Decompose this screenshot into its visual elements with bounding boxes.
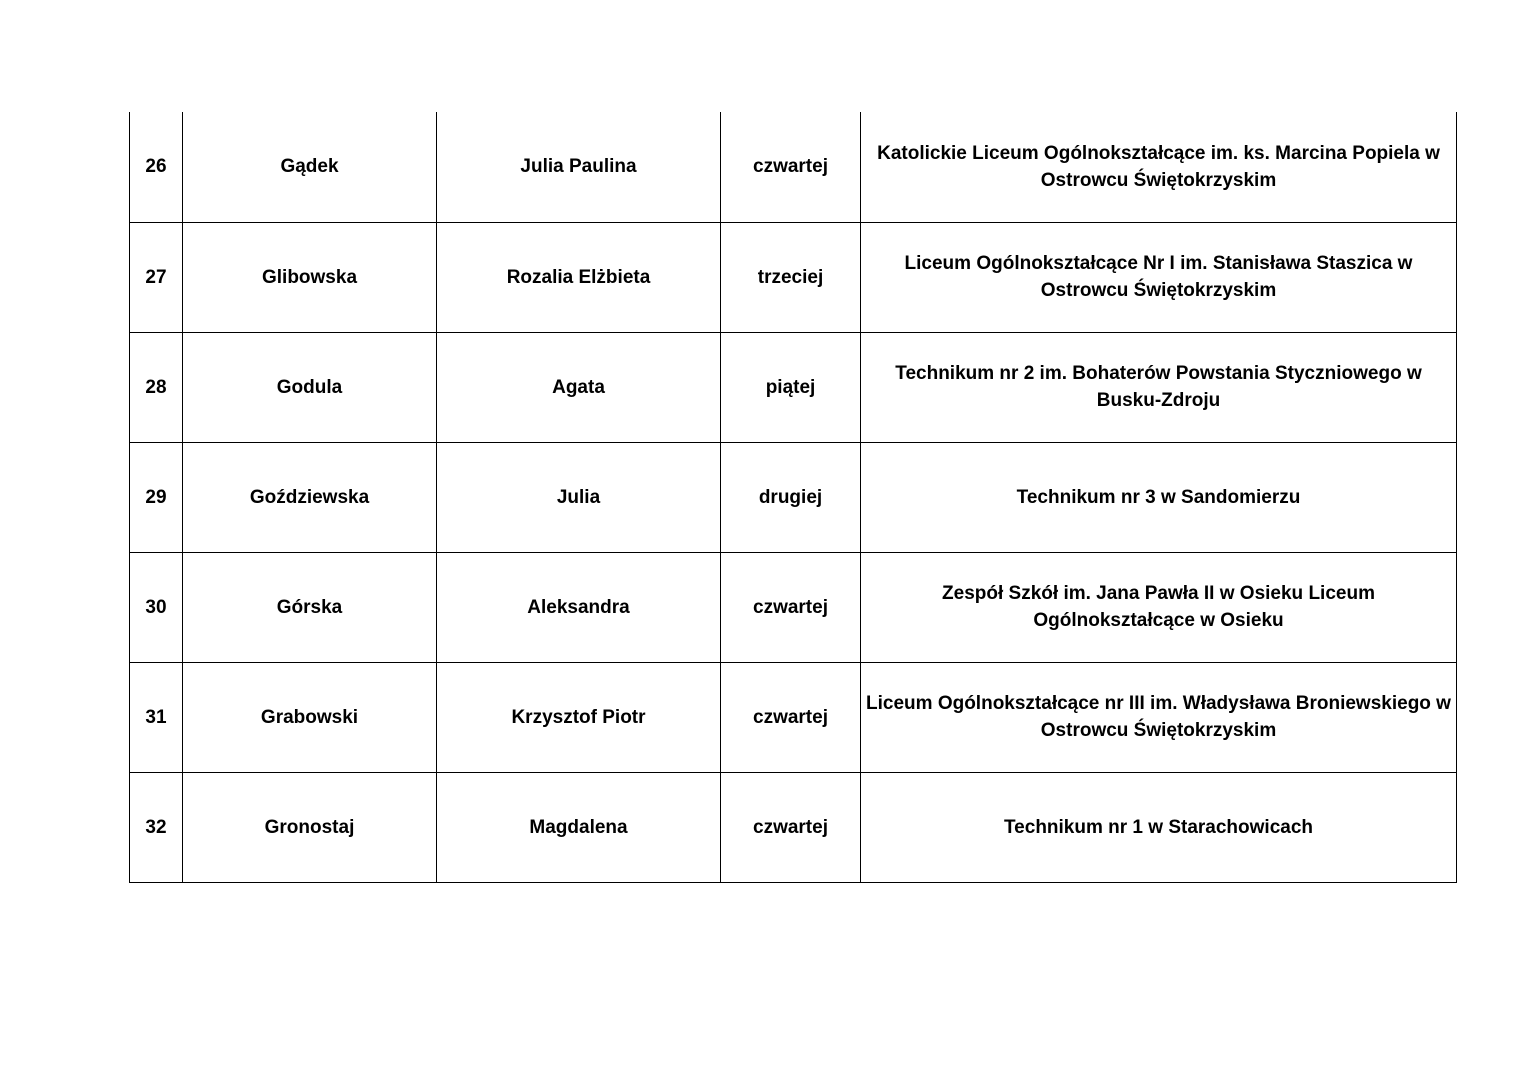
row-number: 28 [130,332,183,442]
first-names-cell: Magdalena [437,772,721,882]
surname-cell: Górska [183,552,437,662]
class-cell: drugiej [721,442,861,552]
surname-cell: Godula [183,332,437,442]
school-cell: Liceum Ogólnokształcące nr III im. Władysława Broniewskiego w Ostrowcu Świętokrzyskim [861,662,1457,772]
row-number: 31 [130,662,183,772]
class-cell: czwartej [721,772,861,882]
class-cell: czwartej [721,662,861,772]
students-table-container [129,112,1456,883]
table-row [130,222,1457,332]
class-cell: piątej [721,332,861,442]
class-cell: czwartej [721,112,861,222]
table-row [130,662,1457,772]
surname-cell: Glibowska [183,222,437,332]
surname-cell: Gądek [183,112,437,222]
class-cell: czwartej [721,552,861,662]
row-number: 27 [130,222,183,332]
first-names-cell: Julia [437,442,721,552]
row-number: 29 [130,442,183,552]
surname-cell: Goździewska [183,442,437,552]
row-number: 30 [130,552,183,662]
row-number: 32 [130,772,183,882]
first-names-cell: Rozalia Elżbieta [437,222,721,332]
first-names-cell: Aleksandra [437,552,721,662]
table-row [130,772,1457,882]
surname-cell: Gronostaj [183,772,437,882]
row-number: 26 [130,112,183,222]
school-cell: Technikum nr 2 im. Bohaterów Powstania Styczniowego w Busku-Zdroju [861,332,1457,442]
class-cell: trzeciej [721,222,861,332]
school-cell: Zespół Szkół im. Jana Pawła II w Osieku Liceum Ogólnokształcące w Osieku [861,552,1457,662]
students-table [129,112,1457,883]
school-cell: Katolickie Liceum Ogólnokształcące im. ks. Marcina Popiela w Ostrowcu Świętokrzyskim [861,112,1457,222]
first-names-cell: Krzysztof Piotr [437,662,721,772]
table-row [130,332,1457,442]
table-row [130,552,1457,662]
school-cell: Technikum nr 1 w Starachowicach [861,772,1457,882]
first-names-cell: Julia Paulina [437,112,721,222]
surname-cell: Grabowski [183,662,437,772]
table-row [130,442,1457,552]
first-names-cell: Agata [437,332,721,442]
table-row [130,112,1457,222]
school-cell: Technikum nr 3 w Sandomierzu [861,442,1457,552]
school-cell: Liceum Ogólnokształcące Nr I im. Stanisława Staszica w Ostrowcu Świętokrzyskim [861,222,1457,332]
